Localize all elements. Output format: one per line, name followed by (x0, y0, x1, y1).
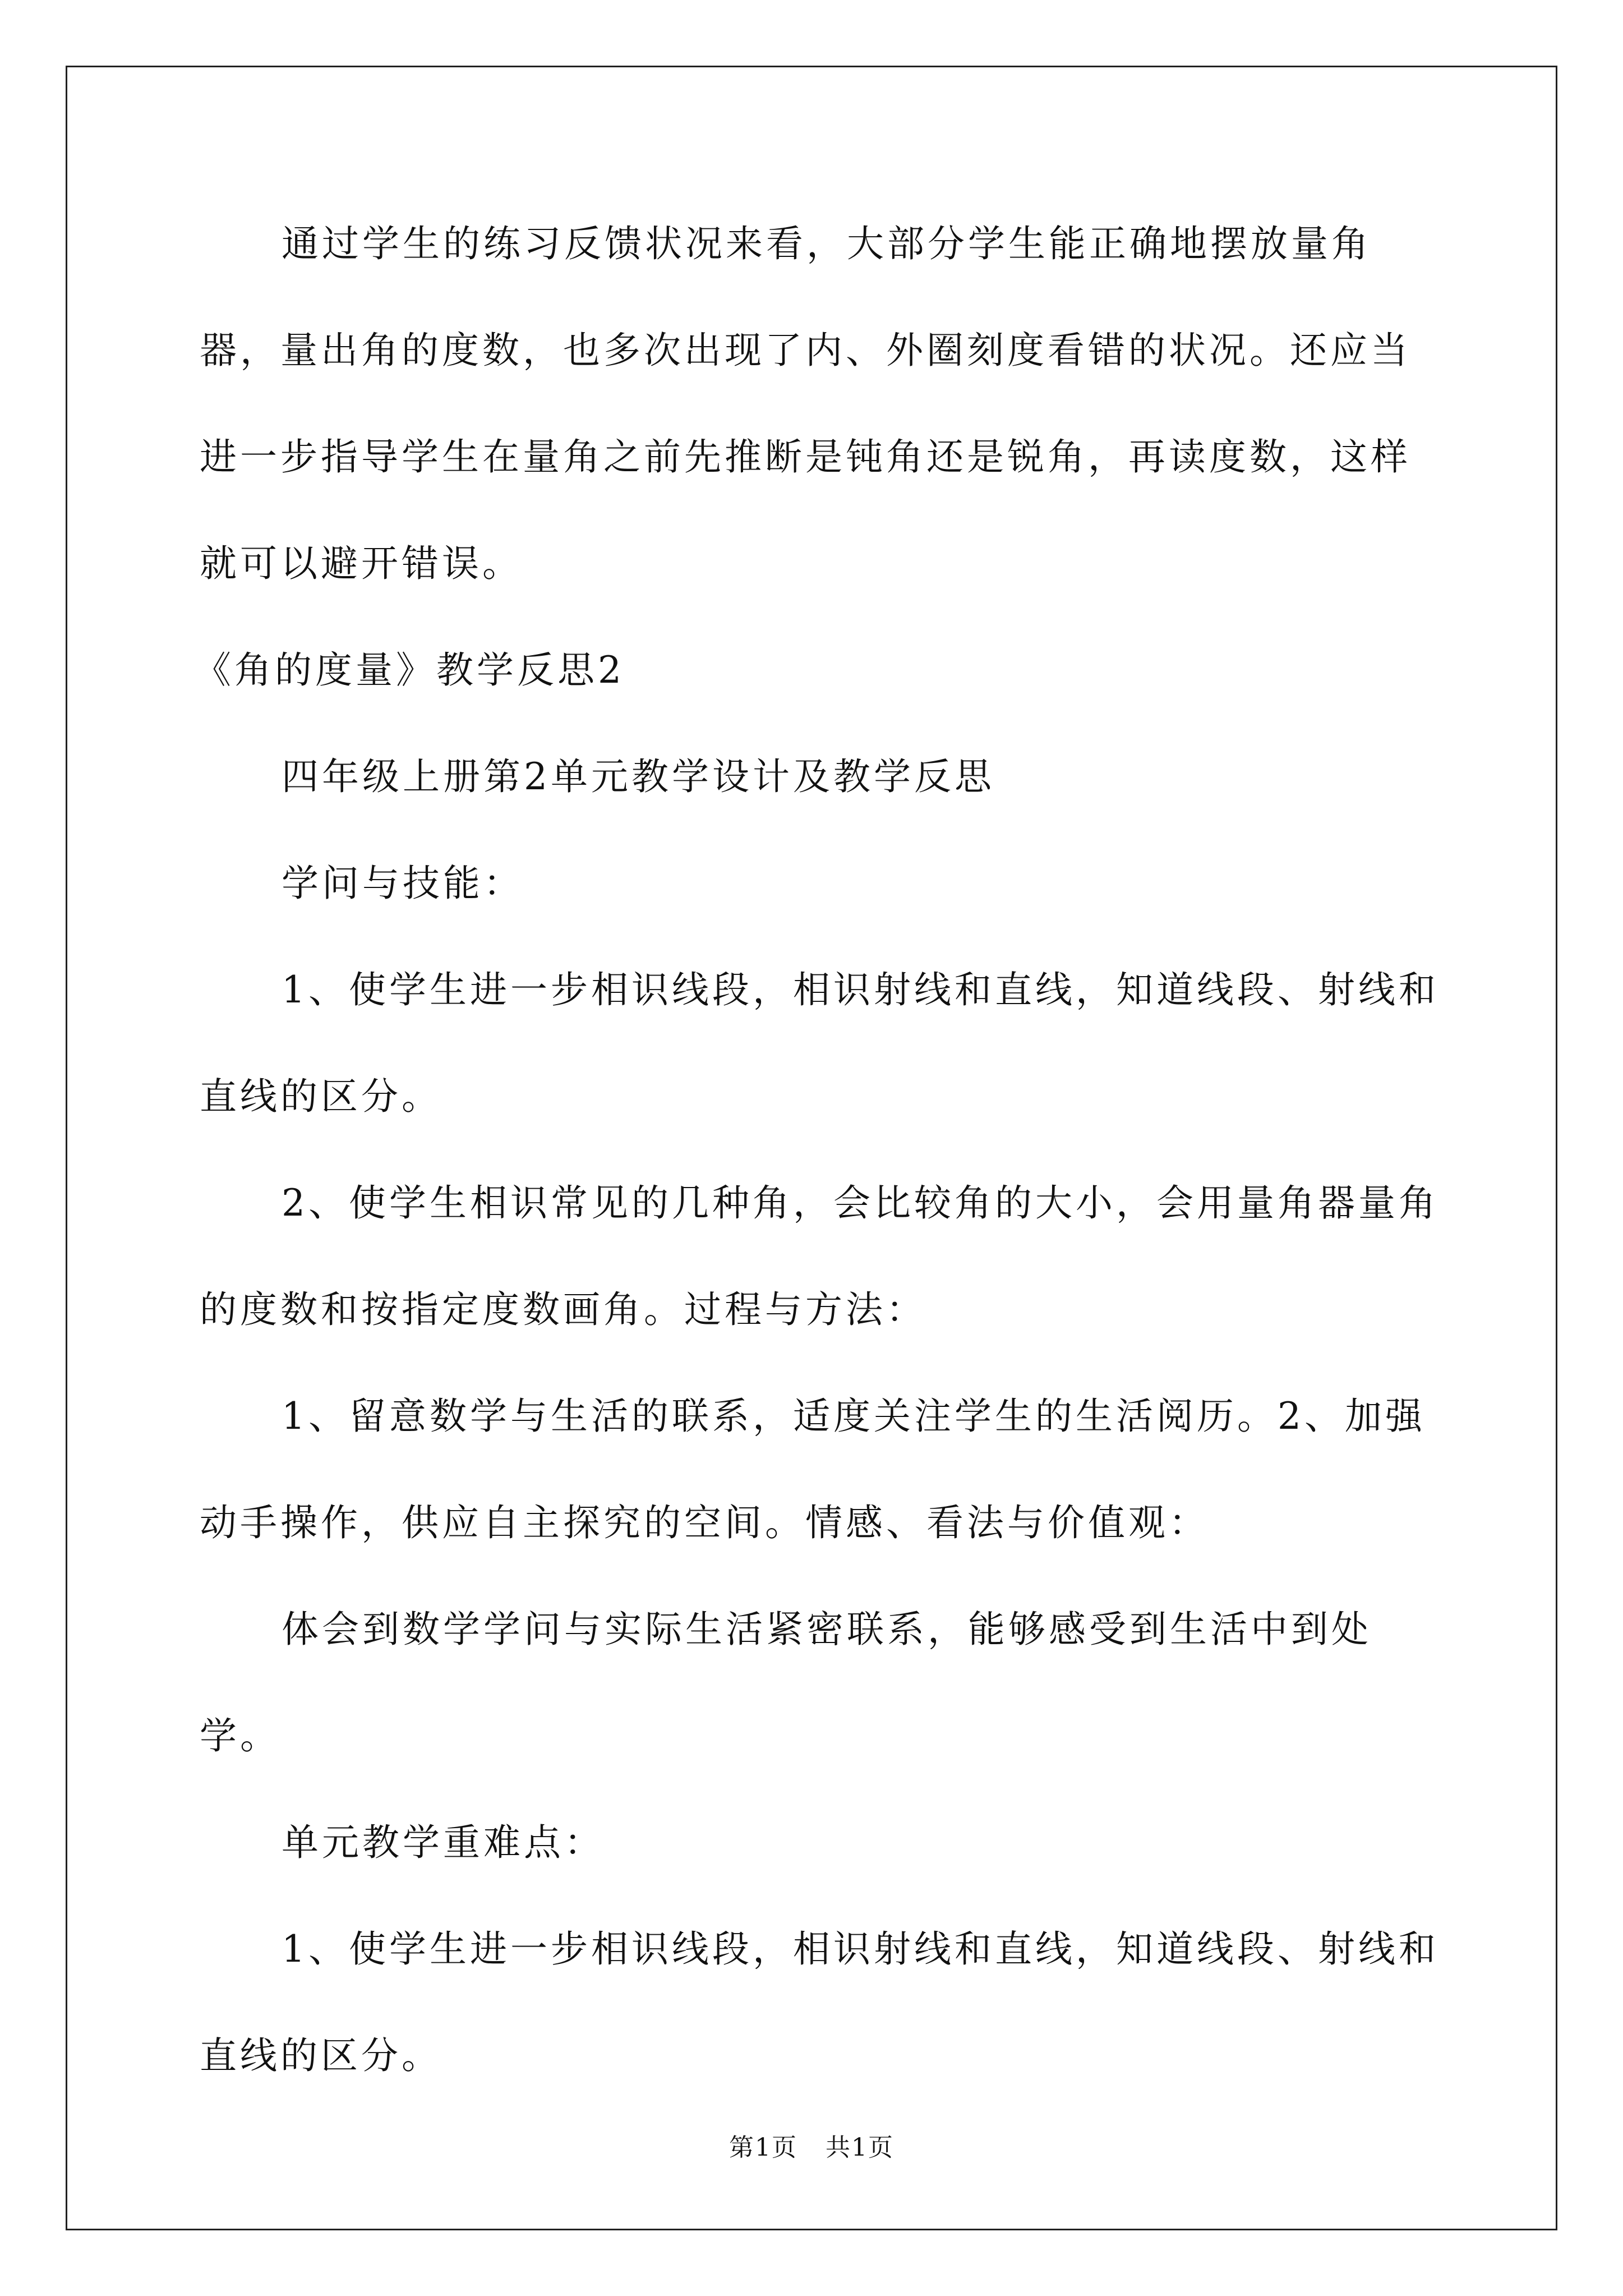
page-number: 第1页 (729, 2133, 797, 2162)
section-heading: 《角的度量》教学反思2 (194, 648, 625, 692)
paragraph: 2、使学生相识常见的几种角，会比较角的大小，会用量角器量角的度数和按指定度数画角。过程与方法： (200, 1181, 1439, 1331)
paragraph: 通过学生的练习反馈状况来看，大部分学生能正确地摆放量角器，量出角的度数，也多次出现了内、外圈刻度看错的状况。还应当进一步指导学生在量角之前先推断是钝角还是锐角，再读度数，这样就可以避开错误。 (200, 222, 1411, 585)
paragraph: 单元教学重难点： (282, 1821, 605, 1864)
paragraph: 体会到数学学问与实际生活紧密联系，能够感受到生活中到处学。 (200, 1608, 1372, 1757)
document-body (194, 191, 1445, 2109)
page-total: 共1页 (826, 2133, 894, 2162)
paragraph: 1、使学生进一步相识线段，相识射线和直线，知道线段、射线和直线的区分。 (200, 968, 1439, 1118)
paragraph: 1、使学生进一步相识线段，相识射线和直线，知道线段、射线和直线的区分。 (200, 1927, 1439, 2077)
page-footer (0, 2127, 1623, 2163)
paragraph: 学问与技能： (282, 862, 524, 905)
paragraph: 四年级上册第2单元教学设计及教学反思 (282, 755, 995, 798)
paragraph: 1、留意数学与生活的联系，适度关注学生的生活阅历。2、加强动手操作，供应自主探究的空间。情感、看法与价值观： (200, 1395, 1426, 1544)
